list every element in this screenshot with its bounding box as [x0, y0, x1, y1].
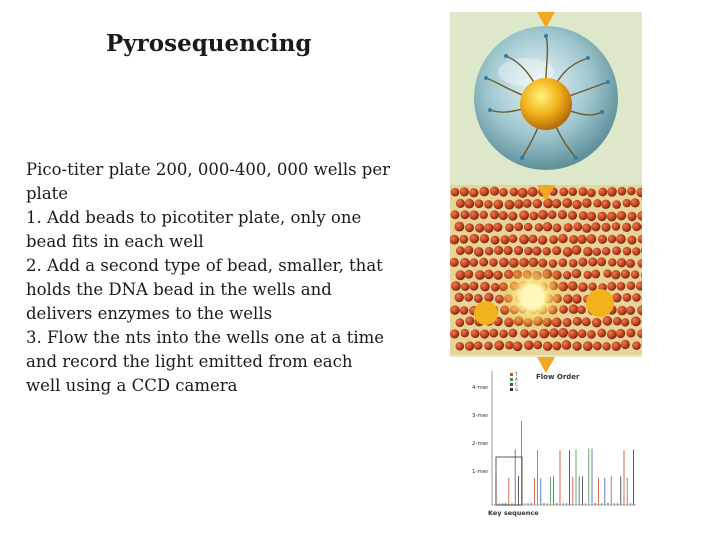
- bead: [523, 199, 532, 208]
- bead: [505, 200, 515, 210]
- bead: [479, 211, 487, 219]
- bead: [469, 188, 478, 197]
- bead: [588, 282, 596, 290]
- bead: [568, 329, 578, 339]
- bead: [465, 223, 474, 232]
- bead: [514, 222, 523, 231]
- bead: [510, 188, 519, 197]
- bead: [631, 270, 639, 278]
- y-label: 1-mer: [472, 469, 489, 475]
- bead: [612, 200, 621, 209]
- bead: [480, 234, 489, 243]
- bead: [505, 223, 514, 232]
- bead: [504, 246, 513, 255]
- bead: [622, 223, 631, 232]
- bead: [588, 257, 597, 266]
- bead: [630, 198, 639, 207]
- body-line: 3. Flow the nts into the wells one at a time: [26, 328, 385, 347]
- bead: [500, 235, 509, 244]
- bead: [549, 235, 558, 244]
- bead: [569, 304, 579, 314]
- bead: [451, 281, 461, 291]
- bead: [632, 222, 641, 231]
- bead: [484, 341, 493, 350]
- bead: [632, 341, 641, 350]
- bead: [508, 329, 517, 338]
- bead: [542, 247, 551, 256]
- bead: [471, 329, 480, 338]
- bead: [572, 200, 581, 209]
- bead: [621, 318, 629, 326]
- bead: [509, 258, 519, 268]
- bead: [552, 199, 561, 208]
- y-label: 3-mer: [472, 413, 489, 419]
- y-label: 2-mer: [472, 441, 489, 447]
- bead: [607, 212, 617, 222]
- bead: [558, 258, 567, 267]
- bead: [564, 223, 573, 232]
- bead: [479, 187, 489, 197]
- bead: [578, 329, 587, 338]
- body-line: delivers enzymes to the wells: [26, 304, 273, 323]
- bead: [607, 329, 617, 339]
- bead: [598, 235, 607, 244]
- bead: [475, 223, 484, 232]
- bead: [548, 210, 557, 219]
- bead: [607, 282, 616, 291]
- body-line: Pico-titer plate 200, 000-400, 000 wells per: [26, 160, 391, 179]
- bead: [499, 258, 509, 268]
- bead: [617, 306, 627, 316]
- bead: [493, 223, 502, 232]
- bead: [485, 247, 493, 255]
- bead: [493, 271, 502, 280]
- bead: [572, 245, 582, 255]
- bead: [621, 270, 630, 279]
- bead: [608, 235, 617, 244]
- bead: [450, 329, 459, 338]
- bead: [451, 210, 460, 219]
- bead: [533, 199, 542, 208]
- bead: [597, 329, 606, 338]
- bead: [465, 341, 474, 350]
- bead: [543, 222, 552, 231]
- bead: [583, 341, 593, 351]
- bead: [455, 270, 465, 280]
- bead: [456, 246, 465, 255]
- bead: [579, 211, 588, 220]
- bead: [587, 234, 597, 244]
- bead: [456, 199, 465, 208]
- body-line: 1. Add beads to picotiter plate, only one: [26, 208, 362, 227]
- bead: [616, 282, 625, 291]
- bead: [558, 328, 568, 338]
- bead: [535, 223, 543, 231]
- bead: [528, 187, 538, 197]
- bead: [572, 294, 582, 304]
- bead: [593, 342, 602, 351]
- bead: [626, 259, 635, 268]
- bead: [484, 223, 494, 233]
- pyrosequencing-figure: [450, 12, 642, 522]
- bead: [623, 199, 631, 207]
- bead: [587, 188, 596, 197]
- bead: [607, 187, 617, 197]
- bead: [508, 212, 517, 221]
- bead: [543, 341, 552, 350]
- bead: [558, 210, 567, 219]
- bead: [616, 234, 626, 244]
- legend-label: G: [515, 387, 519, 392]
- bead: [612, 222, 620, 230]
- bead: [489, 258, 498, 267]
- key-sequence-label: Key sequence: [488, 509, 539, 517]
- bead: [573, 222, 582, 231]
- bead: [461, 283, 469, 291]
- bead: [582, 224, 591, 233]
- dna-bead-illustration: [450, 12, 642, 177]
- bead: [602, 247, 611, 256]
- bead: [464, 293, 473, 302]
- bead: [461, 329, 469, 337]
- bead: [577, 235, 586, 244]
- bead: [613, 317, 622, 326]
- bead: [618, 187, 627, 196]
- arrow-icon: [537, 12, 555, 28]
- body-line: bead fits in each well: [26, 232, 204, 251]
- bead: [464, 270, 473, 279]
- bead: [529, 211, 538, 220]
- legend-label: C: [515, 382, 518, 387]
- bead: [538, 210, 548, 220]
- bead: [454, 222, 464, 232]
- bead: [490, 236, 499, 245]
- body-line: holds the DNA bead in the wells and: [26, 280, 332, 299]
- bead: [559, 188, 568, 197]
- bead: [524, 247, 533, 256]
- bead: [475, 270, 485, 280]
- bead: [627, 281, 636, 290]
- bead: [578, 187, 587, 196]
- bead: [617, 258, 626, 267]
- bead: [591, 270, 600, 279]
- bead: [474, 341, 483, 350]
- legend-label: T: [515, 372, 518, 377]
- bead: [563, 271, 572, 280]
- bead: [627, 187, 635, 195]
- body-line: plate: [26, 184, 69, 203]
- flowgram-chart: [450, 357, 642, 522]
- bead: [499, 211, 508, 220]
- bead: [474, 294, 483, 303]
- bead: [505, 341, 514, 350]
- bead: [533, 340, 542, 349]
- bead: [493, 199, 503, 209]
- bead: [490, 187, 499, 196]
- body-line: well using a CCD camera: [26, 376, 238, 395]
- bead: [514, 246, 523, 255]
- bead: [563, 318, 572, 327]
- bead: [465, 316, 474, 325]
- bead: [484, 270, 494, 280]
- bead: [591, 222, 600, 231]
- bead: [568, 281, 578, 291]
- bead: [568, 211, 577, 220]
- bead: [601, 223, 610, 232]
- bead: [617, 211, 627, 221]
- bead: [460, 210, 469, 219]
- bead: [509, 234, 518, 243]
- legend-label: A: [515, 377, 518, 382]
- bead: [573, 317, 582, 326]
- bead: [470, 258, 479, 267]
- bead: [514, 199, 523, 208]
- bead: [626, 328, 635, 337]
- bead: [513, 341, 523, 351]
- bead: [499, 188, 508, 197]
- body-line: 2. Add a second type of bead, smaller, that: [26, 256, 383, 275]
- bead: [583, 247, 593, 257]
- bead: [632, 293, 641, 302]
- bead: [524, 340, 534, 350]
- bead: [549, 328, 559, 338]
- bead: [552, 341, 561, 350]
- bead: [451, 188, 460, 197]
- bead: [524, 223, 532, 231]
- bead: [602, 316, 612, 326]
- bead: [592, 318, 602, 328]
- bead: [608, 258, 616, 266]
- bead: [626, 306, 635, 315]
- bead: [563, 247, 573, 257]
- bead: [553, 223, 562, 232]
- bead: [583, 271, 591, 279]
- bead: [519, 210, 529, 220]
- bead: [480, 329, 489, 338]
- bead: [456, 342, 465, 351]
- bead: [578, 282, 588, 292]
- bead: [456, 318, 465, 327]
- bead: [627, 212, 636, 221]
- bead: [519, 234, 529, 244]
- bead: [572, 269, 582, 279]
- bead: [611, 270, 620, 279]
- bead: [632, 247, 640, 255]
- bead: [568, 187, 577, 196]
- bead: [538, 235, 547, 244]
- bead: [454, 293, 463, 302]
- bead: [460, 187, 469, 196]
- y-label: 4-mer: [472, 385, 489, 391]
- bead: [470, 234, 480, 244]
- bead: [480, 282, 490, 292]
- bead: [543, 198, 553, 208]
- bead: [532, 246, 541, 255]
- bead: [602, 342, 610, 350]
- bead: [612, 246, 621, 255]
- bead: [528, 234, 537, 243]
- bead: [572, 341, 581, 350]
- bead: [539, 329, 549, 339]
- bead: [627, 235, 636, 244]
- bead: [464, 199, 474, 209]
- bead: [598, 188, 607, 197]
- bead: [561, 340, 571, 350]
- bead: [577, 306, 586, 315]
- bead: [491, 283, 500, 292]
- bead: [518, 188, 528, 198]
- bead: [569, 259, 578, 268]
- bead: [552, 246, 561, 255]
- body-line: and record the light emitted from each: [26, 352, 353, 371]
- bead: [459, 235, 468, 244]
- bead: [494, 340, 504, 350]
- bead: [479, 258, 488, 267]
- bead: [490, 210, 499, 219]
- picotiter-plate-illustration: [450, 185, 642, 355]
- bead: [562, 198, 572, 208]
- bead: [587, 330, 596, 339]
- bead: [578, 257, 587, 266]
- bead: [597, 212, 606, 221]
- bead: [469, 210, 479, 220]
- bead: [494, 246, 503, 255]
- bead: [601, 199, 611, 209]
- bead: [469, 281, 478, 290]
- bead: [549, 259, 558, 268]
- bead: [460, 306, 469, 315]
- bead: [484, 200, 493, 209]
- bead: [582, 317, 591, 326]
- bead: [499, 330, 508, 339]
- bead: [623, 247, 632, 256]
- bead: [616, 329, 625, 338]
- chart-title: Flow Order: [536, 373, 580, 381]
- body-text: [26, 158, 426, 398]
- bead: [450, 305, 459, 314]
- bead: [558, 234, 568, 244]
- bead: [460, 258, 470, 268]
- bead: [489, 329, 498, 338]
- bead: [593, 199, 601, 207]
- bead: [587, 212, 596, 221]
- bead: [484, 293, 493, 302]
- slide-title: Pyrosequencing: [106, 30, 312, 57]
- bead: [464, 246, 473, 255]
- bead: [623, 293, 632, 302]
- bead: [593, 248, 601, 256]
- bead: [474, 247, 484, 257]
- bead: [621, 340, 630, 349]
- bead: [603, 269, 611, 277]
- bead: [611, 342, 620, 351]
- bead: [597, 257, 606, 266]
- bead: [475, 199, 484, 208]
- bead: [582, 198, 592, 208]
- bead: [631, 316, 641, 326]
- bead: [569, 235, 578, 244]
